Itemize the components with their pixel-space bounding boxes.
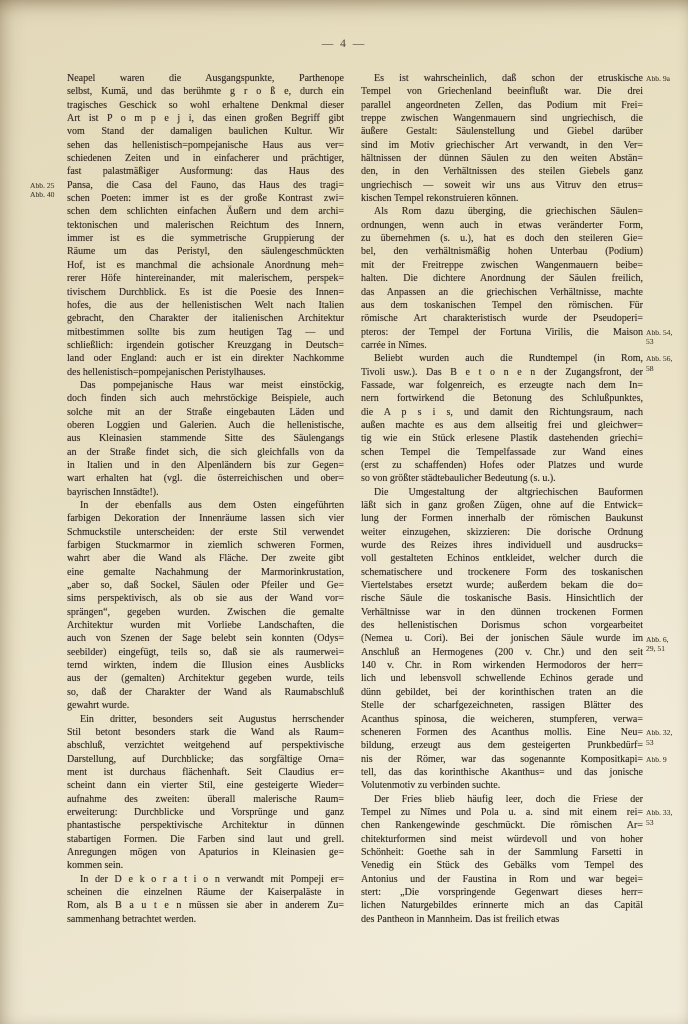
margin-note — [646, 755, 686, 764]
text-line: schematischere und trockenere Form des toskanischen — [361, 566, 643, 578]
text-line: Venedig ein Stück des Gebälks vom Tempel des — [361, 860, 643, 872]
text-line: bayrischen Innstädte!). — [67, 486, 159, 498]
text-line: lich und lebensvoll schwellende Echinos gerade und — [361, 673, 643, 685]
text-line: erweiterung: Durchblicke und Vorsprünge und ganz — [67, 806, 344, 818]
margin-note-line: 53 — [646, 817, 654, 827]
text-line: tragisches Geschick so wohl erhaltene Denkmal dieser — [67, 99, 344, 111]
text-line: weiter einzugehen, skizzieren: Die dorische Ordnung — [361, 526, 643, 538]
text-line: schließlich: irgendein gotischer Kreuzgang in Deutsch= — [67, 339, 344, 351]
margin-note-line: 53 — [646, 337, 654, 347]
right-text-column — [361, 72, 643, 926]
text-line: sammenhang betrachtet werden. — [67, 913, 197, 925]
text-line: tivischem Durchblick. Es ist die Poesie des Innen= — [67, 286, 344, 298]
text-line: rerer Höfe hintereinander, mit malerischem, perspek= — [67, 273, 344, 285]
text-line: Neapel waren die Ausgangspunkte, Parthenope — [67, 73, 344, 84]
text-line: Stelle der scharfgezeichneten, rassigen Blätter des — [361, 700, 643, 712]
text-line: 140 v. Chr. in Rom wirkenden Hermodoros der herr= — [361, 660, 643, 672]
text-line: an der Straße findet sich, die sich gleichfalls von da — [67, 446, 344, 458]
text-line: scheinen die einzelnen Räume der Kaiserpaläste in — [67, 886, 344, 898]
page-number: — 4 — — [321, 38, 367, 50]
text-line: solche mit an der Straße eingebauten Läden und — [67, 406, 344, 418]
margin-note-line: Abb. 6, — [646, 634, 669, 644]
text-line: gebracht, den Charakter der italienischen Architektur — [67, 313, 344, 325]
margin-note-line: Abb. 40 — [30, 190, 55, 200]
text-line: Verhältnisse war in den dünnen trockenen Formen — [361, 606, 643, 618]
text-line: tell, das das korinthische Akanthus= und das jonische — [361, 766, 643, 778]
text-line: Art ist P o m p e j i, das einen großen Begriff gibt — [67, 113, 344, 125]
text-line: läßt sich in ganz großen Zügen, ohne auf die Entwick= — [361, 500, 643, 511]
text-line: pteros: der Tempel der Fortuna Virilis, die Maison — [361, 326, 643, 338]
text-line: sprängen“, gegeben wurden. Zwischen die gemalte — [67, 606, 344, 618]
text-line: abschluß, verzichtet weitgehend auf perspektivische — [67, 740, 344, 752]
margin-note-line: Abb. 9 — [646, 754, 667, 764]
text-line: carrée in Nîmes. — [361, 339, 427, 351]
text-line: (erst zu schaffenden) Hofes oder Platzes und wurde — [361, 459, 643, 471]
text-line: ordnungen, wenn auch in etwas veränderter Form, — [361, 219, 643, 231]
text-line: Rom, als B a u t e n müssen sie aber in anderem Zu= — [67, 900, 344, 912]
text-line: Der Fries blieb häufig leer, doch die Friese der — [374, 793, 643, 805]
text-line: außen machte es aus dem allseitig frei und gleichwer= — [361, 419, 643, 431]
text-line: aus Kleinasien stammende Sitte des Säulengangs — [67, 433, 344, 445]
text-line: des hellenistisch=pompejanischen Peristylhauses. — [67, 366, 266, 378]
text-line: chitekturformen sind meist würdevoll und von hoher — [361, 833, 643, 845]
text-line: wart erhalten hat (vgl. die österreichischen und ober= — [67, 473, 344, 485]
text-line: doch finden sich auch mehrstöckige Beispiele, auch — [67, 393, 344, 405]
text-line: kischen Tempel rekonstruieren können. — [361, 193, 519, 205]
text-line: Fassade, war folgenreich, es erzeugte nach dem In= — [361, 379, 643, 391]
margin-note — [646, 635, 686, 654]
text-line: Pansa, die Casa del Fauno, das Haus des tragi= — [67, 179, 344, 191]
margin-note-line: Abb. 9a — [646, 74, 671, 83]
margin-note-line: Abb. 33, — [646, 808, 673, 818]
text-line: Tempel von Griechenland beeinflußt war. Die drei — [361, 86, 643, 98]
text-line: gewahrt wurde. — [67, 700, 130, 712]
text-line: bel, den verhältnismäßig hohen Unterbau (Podium) — [361, 246, 643, 258]
text-line: in Italien und in den Alpenländern bis zur Gegen= — [67, 459, 344, 471]
text-line: In der D e k o r a t i o n verwandt mit Pompeji er= — [80, 873, 344, 885]
text-line: römische Art charakteristisch wurde der Pseudoperi= — [361, 313, 643, 325]
text-line: sims perspektivisch, als ob sie aus der Wand vor= — [67, 593, 344, 605]
text-line: Darstellung, auf Durchblicke; das sorgfältige Orna= — [67, 753, 344, 765]
text-line: land oder England: auch er ist ein direkter Nachkomme — [67, 353, 344, 365]
text-line: immer ist es die symmetrische Gruppierung der — [67, 233, 344, 245]
text-line: nern fortwirkend die Betonung des Schlußpunktes, — [361, 393, 643, 405]
text-line: aus dem toskanischen Tempel den römischen. Für — [361, 299, 643, 311]
text-line: kommen sein. — [67, 860, 124, 872]
text-line: die A p s i s, und damit den Richtungsraum, nach — [361, 406, 643, 418]
text-line: zu übernehmen (s. u.), hat es doch den steileren Gie= — [361, 233, 643, 245]
text-line: so von größter städtebaulicher Bedeutung (s. u.). — [361, 473, 556, 485]
text-line: bildung, erzeugt aus dem gesteigerten Prunkbedürf= — [361, 740, 643, 752]
text-line: oberen Loggien und Galerien. Auch die hellenistische, — [67, 419, 344, 431]
text-line: farbigen Stuckmarmor in ziemlich schweren Formen, — [67, 540, 344, 552]
text-line: wurde des Reizes ihres individuell und ausdrucks= — [361, 540, 643, 552]
text-line: treppe zwischen Wangenmauern sind ungriechisch, die — [361, 113, 643, 125]
text-line: mitbestimmen sollte bis zum heutigen Tag — und — [67, 326, 344, 338]
text-line: Ein dritter, besonders seit Augustus herrschender — [80, 713, 344, 725]
text-line: Es ist wahrscheinlich, daß schon der etruskische — [374, 73, 643, 84]
text-line: lung der Formen innerhalb der römischen Baukunst — [361, 513, 643, 525]
text-line: seebilder) eingefügt, teils so, daß sie als raumerwei= — [67, 646, 344, 658]
margin-note-line: 53 — [646, 737, 654, 747]
text-line: Antonius und der Faustina in Rom und war begei= — [361, 873, 643, 885]
text-line: schen Poeten: immer ist es der große Kontrast zwi= — [67, 193, 344, 205]
margin-note-line: Abb. 54, — [646, 327, 673, 337]
text-line: Anschluß an Hermogenes (200 v. Chr.) und den seit — [361, 646, 643, 658]
margin-note-line: 29, 51 — [646, 644, 665, 654]
margin-note — [646, 328, 686, 347]
margin-note-line: Abb. 56, — [646, 354, 673, 364]
text-line: Volutenmotiv zu verbinden suchte. — [361, 780, 501, 792]
text-line: Das pompejanische Haus war meist einstöckig, — [80, 379, 344, 391]
text-line: hofes, die aus der hellenistischen Welt nach Italien — [67, 299, 344, 311]
text-line: auch von Szenen der Sage belebt sein konnten (Odys= — [67, 633, 344, 645]
text-line: rische Säule die toskanische Basis. Hinsichtlich der — [361, 593, 643, 605]
text-line: selbst, Kumä, und das berühmte g r o ß e, durch ein — [67, 86, 344, 98]
text-line: farbigen Dekoration der Innenräume lassen sich vier — [67, 513, 344, 525]
text-line: „aber so, daß Sockel, Säulen oder Pfeiler und Ge= — [67, 580, 344, 592]
text-line: stabartigen Formen. Die Farben sind laut und grell. — [67, 833, 344, 845]
text-line: Hof, ist es manchmal die achsionale Anordnung meh= — [67, 259, 344, 271]
text-line: scheneren Formen des Acanthus mollis. Eine Neu= — [361, 726, 643, 738]
margin-note — [646, 74, 686, 83]
text-line: Schmuckstile unterscheiden: der erste Stil verwendet — [67, 526, 344, 538]
text-line: aufnahme des zweiten: überall malerische Raum= — [67, 793, 344, 805]
margin-note-line: Abb. 32, — [646, 728, 673, 738]
text-line: des hellenistischen Dorismus schon vorgearbeitet — [361, 620, 643, 632]
text-line: ment ist durchaus flächenhaft. Seit Claudius er= — [67, 766, 344, 778]
text-line: Als Rom dazu überging, die griechischen Säulen= — [374, 206, 643, 218]
text-line: halten. Die dichtere Anordnung der Säulen freilich, — [361, 273, 643, 285]
text-line: nis der Römer, war das sogenannte Kompositkapi= — [361, 753, 643, 765]
text-line: schen Tempel die Tempelfassade zur Wand eines — [361, 446, 643, 458]
text-line: schen dem schlichten einfachen Äußern und dem archi= — [67, 206, 344, 218]
text-line: eine gemalte Nachahmung der Marmorinkrustation, — [67, 566, 344, 578]
text-line: tektonischen und malerischen Reichtum des Innern, — [67, 219, 344, 231]
margin-note-line: 58 — [646, 363, 654, 373]
text-line: Tivoli usw.). Das B e t o n e n der Zugangsfront, der — [361, 366, 643, 378]
text-line: sind im Motiv griechischer Art verwandt, in den Ver= — [361, 139, 643, 151]
margin-note — [646, 808, 686, 827]
text-line: fast palastmäßiger Ausformung: das Haus des — [67, 166, 344, 178]
text-line: Die Umgestaltung der altgriechischen Bauformen — [374, 486, 643, 498]
text-line: voll gestalteten Echinos entkleidet, welcher durch die — [361, 553, 643, 565]
text-line: Anregungen mögen von Apaturios in Kleinasien ge= — [67, 846, 344, 858]
text-line: mit der Freitreppe zwischen Wangenmauern beibe= — [361, 259, 643, 271]
text-line: Schönheit: Goethe sah in der Sammlung Farsetti in — [361, 846, 643, 858]
text-line: das Anpassen an die griechischen Verhältnisse, machte — [361, 286, 643, 298]
left-text-column — [67, 72, 344, 926]
text-line: aus der (gemalten) Architektur gegeben wurde, teils — [67, 673, 344, 685]
text-line: den, in den Verhältnissen des steilen Giebels ganz — [361, 166, 643, 178]
text-line: des Pantheon in Mannheim. Das ist freilich etwas — [361, 913, 560, 925]
text-line: ungriechisch — soweit wir uns aus Vitruv den etrus= — [361, 179, 643, 191]
text-line: Viertelstabes ersetzt wurde; außerdem bekam die do= — [361, 580, 643, 592]
text-line: dünn gebildet, bei der korinthischen traten an die — [361, 686, 643, 698]
text-line: stert: „Die vorspringende Gegenwart dieses herr= — [361, 886, 643, 898]
text-line: (Nemea u. Cori). Bei der jonischen Säule wurde im — [361, 633, 643, 645]
text-line: tig wie ein Stück erlesene Plastik dastehenden griechi= — [361, 433, 643, 445]
text-line: Architektur wurden mit Vorliebe Landschaften, die — [67, 620, 344, 632]
margin-note — [646, 728, 686, 747]
text-line: Tempel zu Nîmes und Pola u. a. sind mit einem rei= — [361, 806, 643, 818]
text-line: Räume um das Peristyl, den säulengeschmückten — [67, 246, 344, 258]
text-line: phantastische perspektivische Architektur in dünnen — [67, 820, 344, 832]
text-line: scheint dann ein vierter Stil, eine gesteigerte Wieder= — [67, 780, 344, 792]
margin-note-line: Abb. 25 — [30, 180, 55, 190]
text-line: sehen das hellenistisch=pompejanische Haus aus ver= — [67, 139, 344, 151]
text-line: chen Rankengewinde geschmückt. Die römischen Ar= — [361, 820, 643, 832]
text-line: Stil betont besonders stark die Wand als Raum= — [67, 726, 344, 738]
text-line: schiedenen Zeiten und in einfacherer und prächtiger, — [67, 153, 344, 165]
text-line: Acanthus spinosa, die weicheren, stumpferen, verwa= — [361, 713, 643, 725]
margin-note — [30, 181, 64, 200]
text-line: so, daß der Charakter der Wand als Raumabschluß — [67, 686, 344, 698]
text-line: vom Stand der damaligen baulichen Kultur. Wir — [67, 126, 344, 138]
text-line: parallel angeordneten Zellen, das Podium mit Frei= — [361, 99, 643, 111]
margin-note — [646, 354, 686, 373]
text-line: lichen Naturgebildes erinnerte mich an das Capitäl — [361, 900, 643, 912]
text-line: ternd wirkten, indem die Illusion eines Ausblicks — [67, 660, 344, 672]
text-line: Beliebt wurden auch die Rundtempel (in Rom, — [374, 353, 643, 365]
text-line: äußere Gestalt: Säulenstellung und Giebel darüber — [361, 126, 643, 138]
text-line: hältnissen der dünnen Säulen zu den weiten Abstän= — [361, 153, 643, 165]
text-line: In der ebenfalls aus dem Osten eingeführten — [80, 500, 344, 511]
text-line: wahrt aber die Wand als Fläche. Der zweite gibt — [67, 553, 344, 565]
